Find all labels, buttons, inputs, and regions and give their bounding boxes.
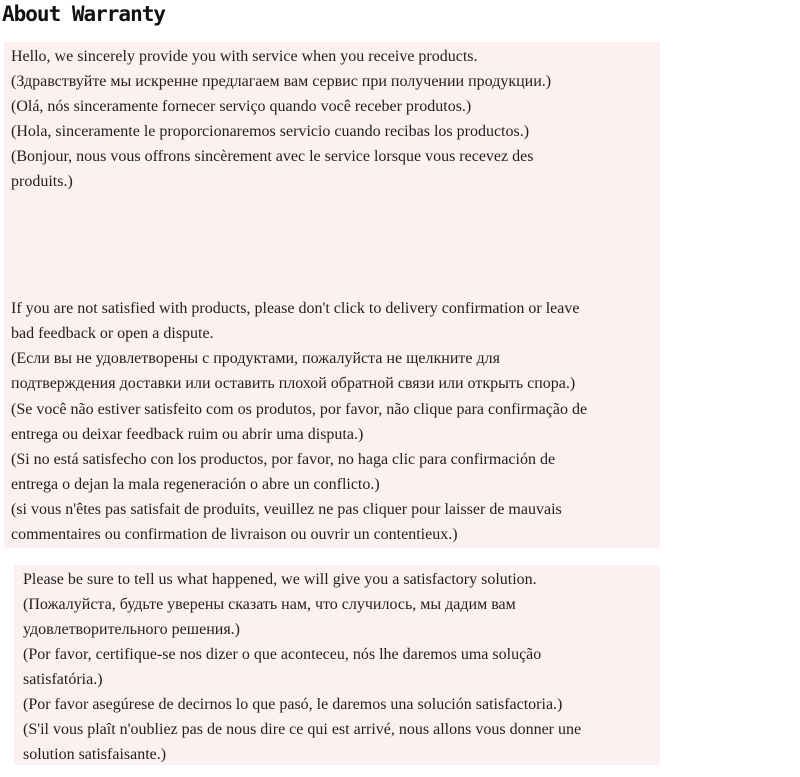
dispute-line: (si vous n'êtes pas satisfait de produits, veuillez ne pas cliquer pour laisser de mauvais	[11, 501, 562, 518]
dispute-line: entrega ou deixar feedback ruim ou abrir uma disputa.)	[11, 426, 364, 443]
dispute-line: (Se você não estiver satisfeito com os produtos, por favor, não clique para confirmação de	[11, 401, 588, 418]
solution-line: (Por favor asegúrese de decirnos lo que pasó, le daremos una solución satisfactoria.)	[23, 696, 563, 713]
solution-line: (Пожалуйста, будьте уверены сказать нам, что случилось, мы дадим вам	[23, 596, 516, 613]
dispute-line: commentaires ou confirmation de livraison ou ouvrir un contentieux.)	[11, 526, 458, 543]
greeting-line: Hello, we sincerely provide you with service when you receive products.	[11, 48, 478, 65]
solution-line: удовлетворительного решения.)	[23, 621, 240, 638]
dispute-line: подтверждения доставки или оставить плохой обратной связи или открыть спора.)	[11, 375, 576, 392]
greeting-line: (Bonjour, nous vous offrons sincèrement avec le service lorsque vous recevez des	[11, 148, 534, 165]
greeting-line: (Olá, nós sinceramente fornecer serviço quando você receber produtos.)	[11, 98, 472, 115]
solution-line: (S'il vous plaît n'oubliez pas de nous dire ce qui est arrivé, nous allons vous donner une	[23, 721, 582, 738]
dispute-line: bad feedback or open a dispute.	[11, 325, 214, 342]
greeting-line: (Hola, sinceramente le proporcionaremos servicio cuando recibas los productos.)	[11, 123, 530, 140]
page-title: About Warranty	[2, 2, 166, 26]
greeting-line: produits.)	[11, 173, 73, 190]
dispute-line: If you are not satisfied with products, please don't click to delivery confirmation or leave	[11, 300, 580, 317]
dispute-line: (Если вы не удовлетворены с продуктами, пожалуйста не щелкните для	[11, 350, 500, 367]
solution-line: Please be sure to tell us what happened, we will give you a satisfactory solution.	[23, 571, 537, 588]
dispute-line: entrega o dejan la mala regeneración o abre un conflicto.)	[11, 476, 380, 493]
greeting-line: (Здравствуйте мы искренне предлагаем вам сервис при получении продукции.)	[11, 73, 552, 90]
solution-line: (Por favor, certifique-se nos dizer o que aconteceu, nós lhe daremos uma solução	[23, 646, 542, 663]
dispute-line: (Si no está satisfecho con los productos, por favor, no haga clic para confirmación de	[11, 451, 556, 468]
solution-line: solution satisfaisante.)	[23, 746, 167, 763]
solution-line: satisfatória.)	[23, 671, 103, 688]
